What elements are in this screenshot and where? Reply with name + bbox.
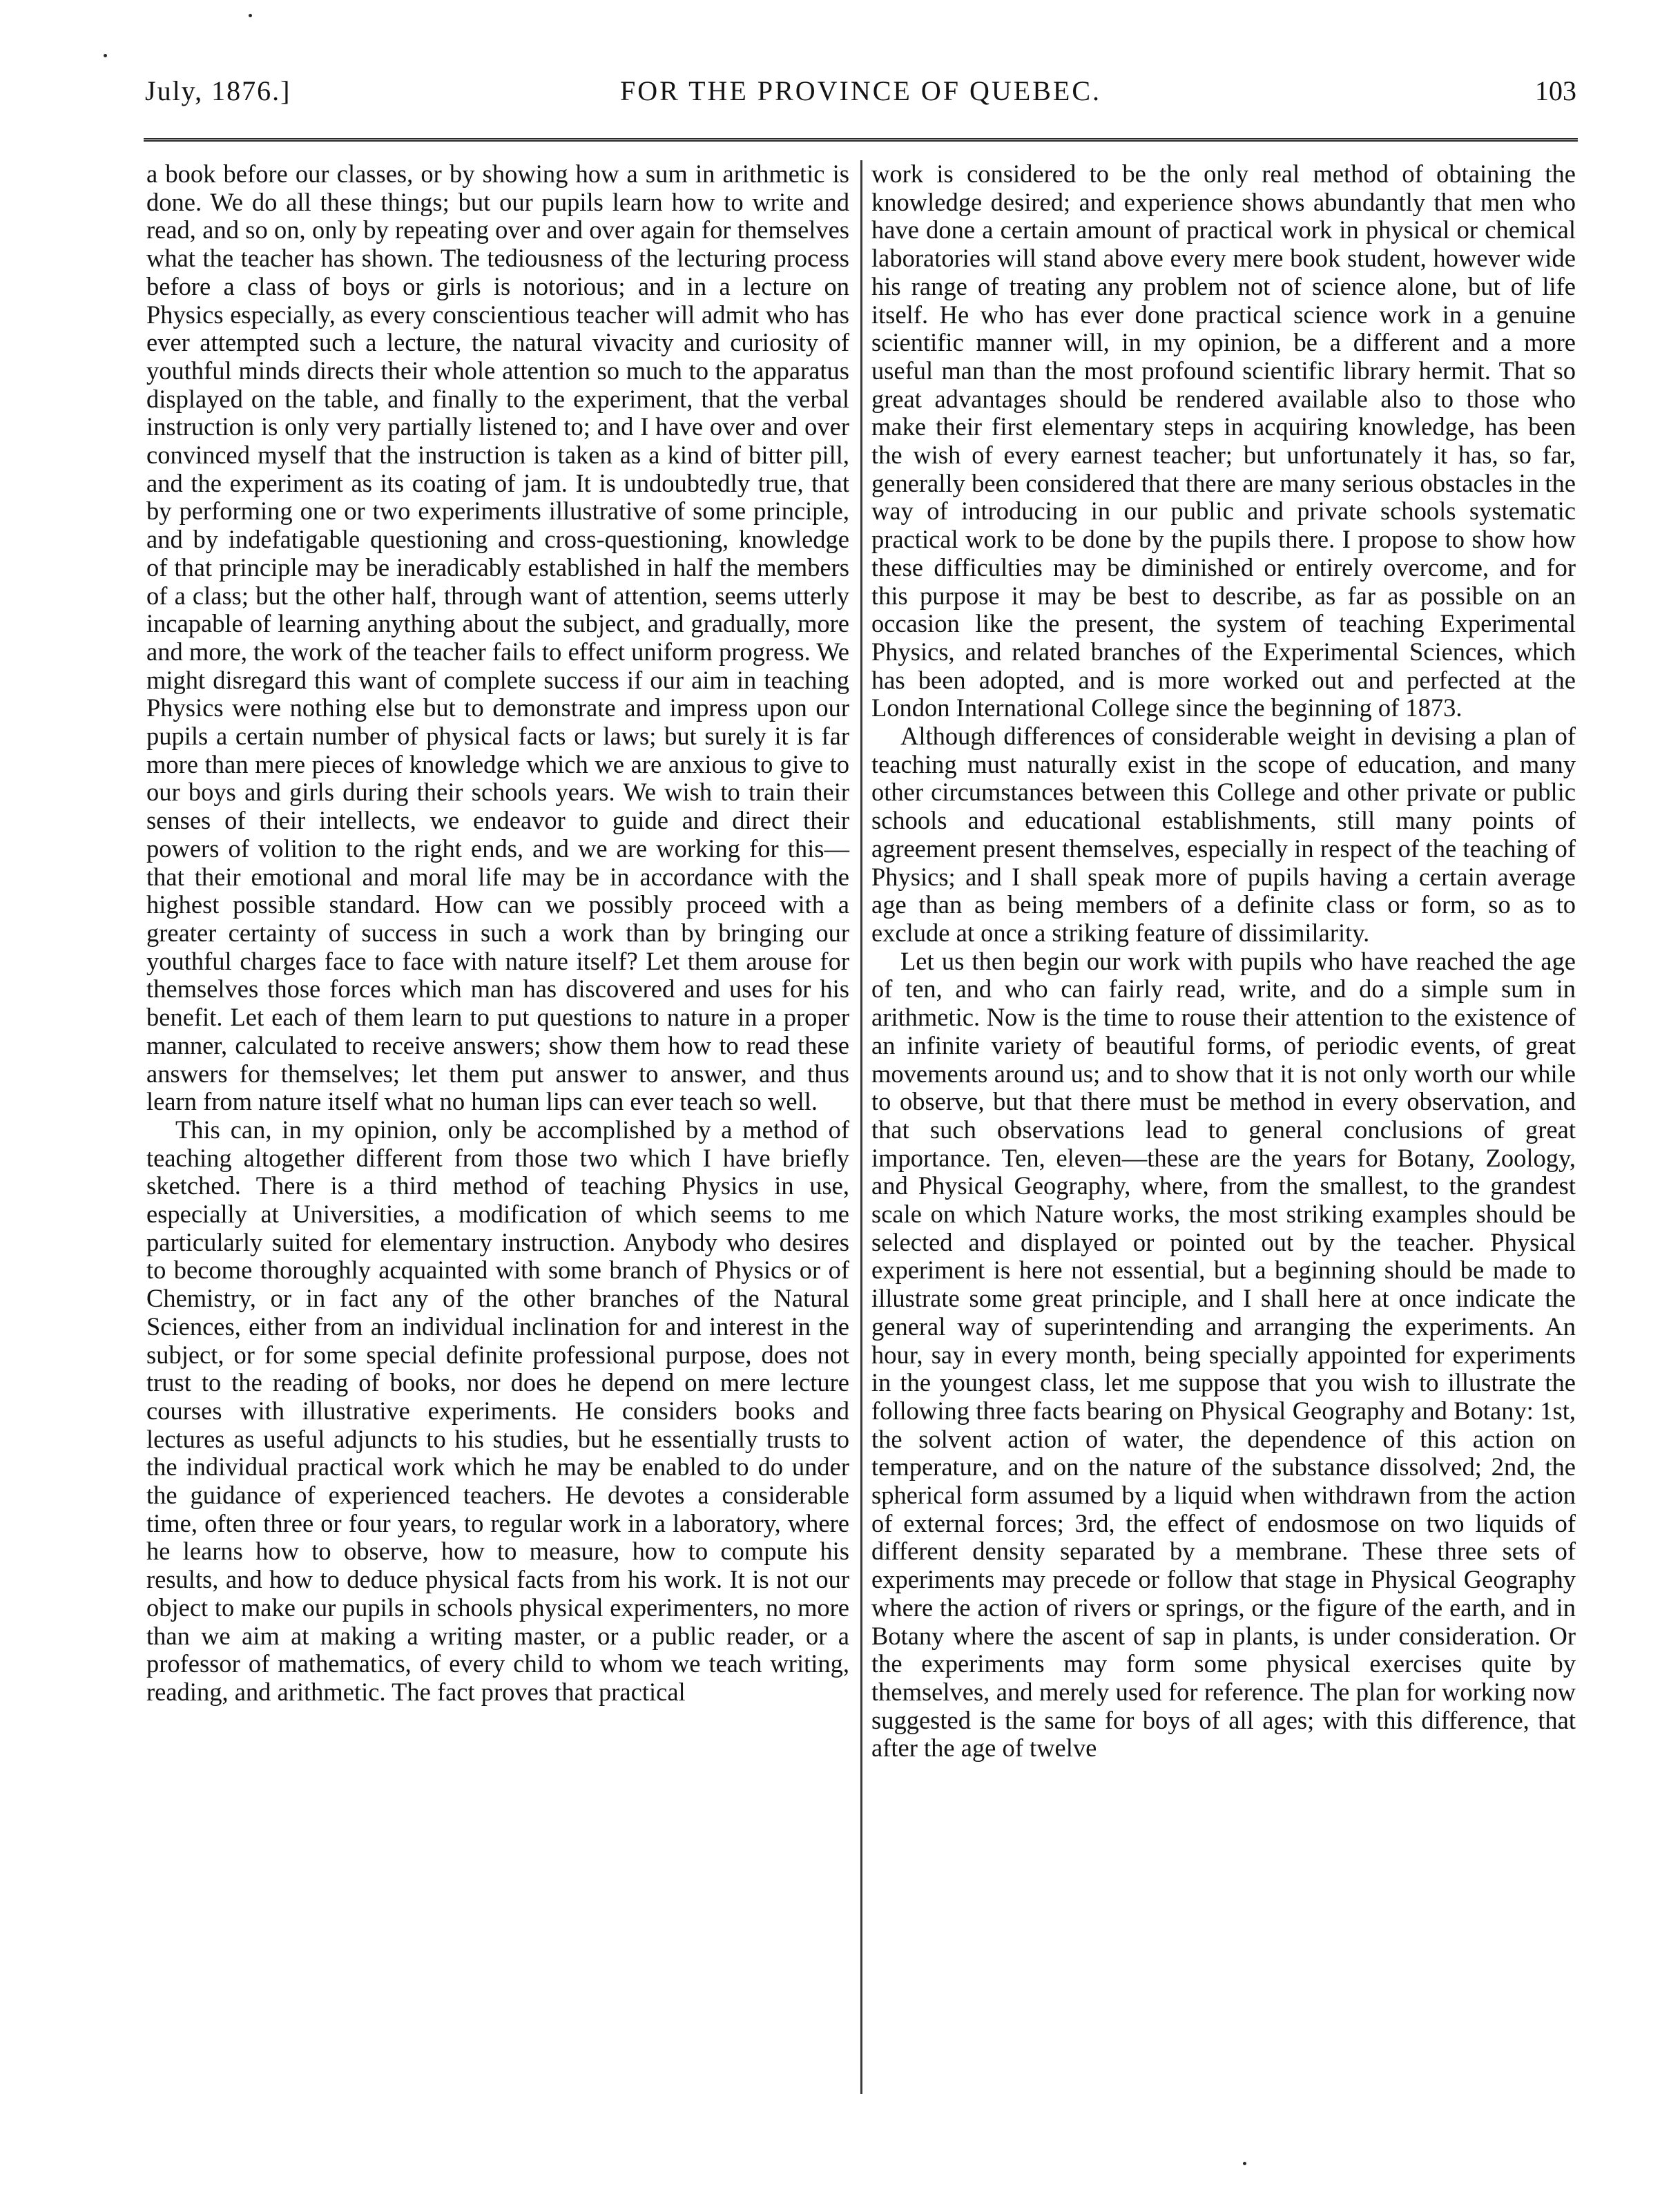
page-header (145, 75, 1576, 130)
left-paragraph-1: a book before our classes, or by showing how a sum in arithmetic is done. We do all these things; but our pupils learn how to write and read, and so on, only by repeating over and over again for themselves what the teacher has shown. The tediousness of the lecturing process before a class of boys or girls is notorious; and in a lecture on Physics especially, as every conscientious teacher will admit who has ever attempted such a lecture, the natural vivacity and curiosity of youthful minds directs their whole attention so much to the apparatus displayed on the table, and finally to the experiment, that the verbal instruction is only very partially listened to; and I have over and over convinced myself that the instruction is taken as a kind of bitter pill, and the experiment as its coating of jam. It is undoubtedly true, that by performing one or two experiments illustrative of some principle, and by indefatigable questioning and cross-questioning, knowledge of that principle may be ineradicably established in half the members of a class; but the other half, through want of attention, seems utterly incapable of learning anything about the subject, and gradually, more and more, the work of the teacher fails to effect uniform progress. We might disregard this want of complete success if our aim in teaching Physics were nothing else but to demonstrate and impress upon our pupils a certain number of physical facts or laws; but surely it is far more than mere pieces of knowledge which we are anxious to give to our boys and girls during their schools years. We wish to train their senses of their intellects, we endeavor to guide and direct their powers of volition to the right ends, and we are working for this—that their emotional and moral life may be in accordance with the highest possible standard. How can we possibly proceed with a greater certainty of success in such a work than by bringing our youthful charges face to face with nature itself? Let them arouse for themselves those forces which man has discovered and uses for his benefit. Let each of them learn to put questions to nature in a proper manner, calculated to receive answers; show them how to read these answers for themselves; let them put answer to answer, and thus learn from nature itself what no human lips can ever teach so well. (146, 160, 849, 1116)
header-date: July, 1876.] (145, 75, 291, 106)
print-speck (1243, 2162, 1246, 2165)
right-paragraph-3: Let us then begin our work with pupils who have reached the age of ten, and who can fairly read, write, and do a simple sum in arithmetic. Now is the time to rouse their attention to the existence of an infinite variety of beautiful forms, of periodic events, of great movements around us; and to show that it is not only worth our while to observe, but that there must be method in every observation, and that such observations lead to general conclusions of great importance. Ten, eleven—these are the years for Botany, Zoology, and Physical Geography, where, from the smallest, to the grandest scale on which Nature works, the most striking examples should be selected and displayed or pointed out by the teacher. Physical experiment is here not essential, but a beginning should be made to illustrate some great principle, and I shall here at once indicate the general way of superintending and arranging the experiments. An hour, say in every month, being specially appointed for experiments in the youngest class, let me suppose that you wish to illustrate the following three facts bearing on Physical Geography and Botany: 1st, the solvent action of water, the dependence of this action on temperature, and on the nature of the substance dissolved; 2nd, the spherical form assumed by a liquid when withdrawn from the action of external forces; 3rd, the effect of endosmose on two liquids of different density separated by a membrane. These three sets of experiments may precede or follow that stage in Physical Geography where the action of rivers or springs, or the figure of the earth, and in Botany where the ascent of sap in plants, is under consideration. Or the experiments may form some physical exercises quite by themselves, and merely used for reference. The plan for working now suggested is the same for boys of all ages; with this difference, that after the age of twelve (871, 946, 1576, 1763)
left-column (146, 160, 849, 1707)
print-speck (104, 54, 107, 57)
header-title: FOR THE PROVINCE OF QUEBEC. (620, 75, 1101, 106)
right-paragraph-1: work is considered to be the only real method of obtaining the knowledge desired; and experience shows abundantly that men who have done a certain amount of practical work in physical or chemical laboratories will stand above every mere book student, however wide his range of treating any problem not of science alone, but of life itself. He who has ever done practical science work in a genuine scientific manner will, in my opinion, be a different and a more useful man than the most profound scientific library hermit. That so great advantages should be rendered available also to those who make their first elementary steps in acquiring knowledge, has been the wish of every earnest teacher; but unfortunately it has, so far, generally been considered that there are many serious obstacles in the way of introducing in our public and private schools systematic practical work to be done by the pupils there. I propose to show how these difficulties may be diminished or entirely overcome, and for this purpose it may be best to describe, as far as possible on an occasion like the present, the system of teaching Experimental Physics, and related branches of the Experimental Sciences, which has been adopted, and is more worked out and perfected at the London International College since the beginning of 1873. (871, 160, 1576, 722)
right-paragraph-2: Although differences of considerable weight in devising a plan of teaching must naturally exist in the scope of education, and many other circumstances between this College and other private or public schools and educational establishments, still many points of agreement present themselves, especially in respect of the teaching of Physics; and I shall speak more of pupils having a certain average age than as being members of a definite class or form, so as to exclude at once a striking feature of dissimilarity. (871, 722, 1576, 947)
right-column (871, 160, 1576, 1763)
left-paragraph-2: This can, in my opinion, only be accomplished by a method of teaching altogether different from those two which I have briefly sketched. There is a third method of teaching Physics in use, especially at Universities, a modification of which seems to me particularly suited for elementary instruction. Anybody who desires to become thoroughly acquainted with some branch of Physics or of Chemistry, or in fact any of the other branches of the Natural Sciences, either from an individual inclination for and interest in the subject, or for some special definite professional purpose, does not trust to the reading of books, nor does he depend on mere lecture courses with illustrative experiments. He considers books and lectures as useful adjuncts to his studies, but he essentially trusts to the individual practical work which he may be enabled to do under the guidance of experienced teachers. He devotes a considerable time, often three or four years, to regular work in a laboratory, where he learns how to observe, how to measure, how to compute his results, and how to deduce physical facts from his work. It is not our object to make our pupils in schools physical experimenters, no more than we aim at making a writing master, or a public reader, or a professor of mathematics, of every child to whom we teach writing, reading, and arithmetic. The fact proves that practical (146, 1115, 849, 1706)
column-divider (860, 160, 862, 2094)
print-speck (249, 14, 252, 17)
page-number: 103 (1535, 75, 1576, 106)
header-rule (144, 138, 1578, 142)
